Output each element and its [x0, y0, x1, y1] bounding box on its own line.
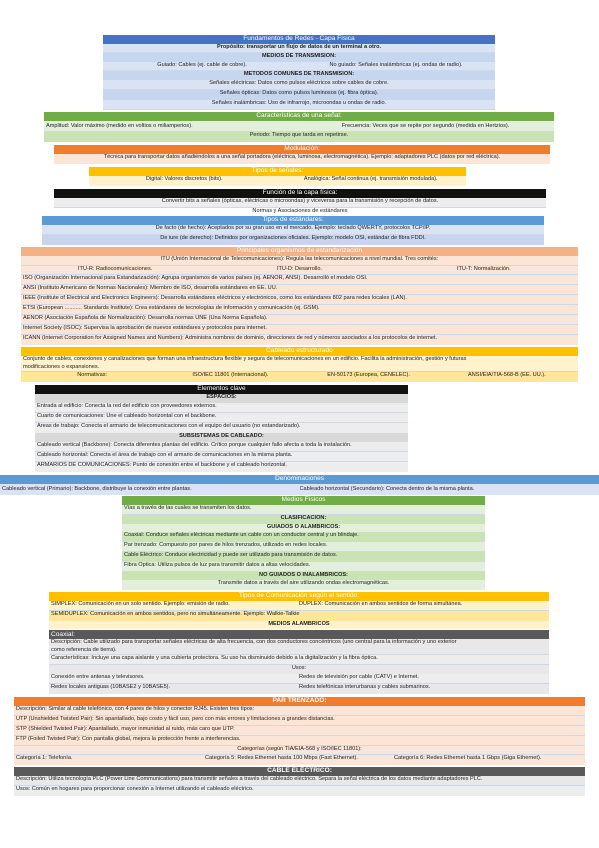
normativa-en: EN-50173 (Europea, CENELEC).: [327, 372, 410, 378]
simplex-text: SIMPLEX: Comunicación en un solo sentido. Ejemplo: emisión de radio.: [51, 601, 230, 607]
entrada-edificio-text: Entrada al edificio: Conecta la red del edificio con proveedores externos.: [35, 403, 408, 413]
ieee-text: IEEE (Institute of Electrical and Electronics Engineers): Desarrolla estándares eléctricos y electrónicos, como los estándares 802 para redes locales (LAN).: [21, 295, 578, 305]
denominacion-vertical: Cableado vertical (Primario): Backbone, distribuye la conexión entre plantas.: [2, 486, 192, 492]
frecuencia-text: Frecuencia: Veces que se repite por segundo (medida en Hertzios).: [341, 123, 510, 129]
coaxial-usos-row-2: [49, 684, 549, 694]
section-header-medios-fisicos: Medios Físicos: [122, 496, 485, 505]
coaxial-caracteristicas: Características: Incluye una capa aislante y una cubierta protectora. Su uso ha disminuido debido a la digitalización y la fibra óptica.: [49, 655, 549, 665]
categoria-1: Categoría 1: Telefonía.: [16, 755, 73, 761]
denominacion-horizontal: Cableado horizontal (Secundario): Conecta dentro de la misma planta.: [299, 486, 475, 492]
semiduplex-text: SEMIDÚPLEX: Comunicación en ambos sentidos, pero no simultáneamente. Ejemplo: Walkie-Talkie: [49, 611, 549, 621]
utp-text: UTP (Unshielded Twisted Pair): Sin apantallado, bajo costo y fácil uso, pero con más errores y limitaciones a grandes distancias.: [14, 716, 585, 726]
etsi-text: ETSI (European ........... Standards Institute): Crea estándares de tecnologías de información y comunicación (ej. GSM).: [21, 305, 578, 315]
modulacion-text: Técnica para transportar datos añadiéndolos a una señal portadora (eléctrica, luminosa, electromagnética). Ejemplo: adaptadores PLC (datos por red eléctrica).: [54, 154, 550, 164]
fibra-optica-item: Fibra Óptica: Utiliza pulsos de luz para transmitir datos a altas velocidades.: [122, 562, 485, 572]
cuarto-comunicaciones-text: Cuarto de comunicaciones: Une el cableado horizontal con el backbone.: [35, 413, 408, 423]
ftp-text: FTP (Foiled Twisted Pair): Con pantalla global, mejora la protección frente a interferencias.: [14, 736, 585, 746]
cable-electrico-item: Cable Eléctrico: Conduce electricidad y puede ser utilizado para transmisión de datos.: [122, 552, 485, 562]
metodo-opticas: Señales ópticas: Datos como pulsos luminosos (ej. fibra óptica).: [103, 90, 495, 100]
cableado-horizontal-text: Cableado horizontal: Conecta el área de trabajo con el armario de comunicaciones en la misma planta.: [35, 452, 408, 462]
digital-text: Digital: Valores discretos (bits).: [145, 176, 223, 182]
normas-subtitle: Normas y Asociaciones de estándares: [252, 208, 348, 214]
section-header-cable-electrico: CABLE ELÉCTRICO:: [14, 767, 585, 776]
section-header-modulacion: Modulación:: [54, 145, 550, 154]
section-header-par-trenzado: PAR TRENZADO:: [14, 697, 585, 706]
coaxial-desc-1: Descripción: Cable utilizado para transportar señales eléctricas de alta frecuencia, con dos conductores concéntricos (uno central para la información y uno exterior: [49, 639, 549, 647]
periodo-text: Periodo: Tiempo que tarda en repetirse.: [44, 132, 554, 142]
uso-catv: Redes de televisión por cable (CATV) e Internet.: [299, 674, 419, 680]
clasificacion-title: CLASIFICACIÓN:: [122, 515, 485, 524]
stp-text: STP (Shielded Twisted Pair): Apantallado, mayor inmunidad al ruido, más caro que UTP.: [14, 726, 585, 736]
section-header-coaxial: Coaxial:: [49, 630, 549, 639]
cableado-text-1: Conjunto de cables, conexiones y canalizaciones que forman una infraestructura flexible y segura de telecomunicaciones en un edificio. Facilita la administración, gestión y futuras: [21, 356, 578, 364]
cableado-vertical-text: Cableado vertical (Backbone): Conecta diferentes plantas del edificio. Crítico porque cualquier fallo afecta a toda la instalación.: [35, 442, 408, 452]
itu-r-text: ITU-R: Radiocomunicaciones.: [78, 266, 153, 272]
normativa-ansi: ANSI/EIA/TIA-568-B (EE. UU.).: [468, 372, 546, 378]
analogica-text: Analógica: Señal continua (ej. transmisión modulada).: [303, 176, 438, 182]
denominaciones-row: [0, 484, 599, 495]
iso-text: ISO (Organización Internacional para Estandarización): Agrupa organismos de varios países (ej. AENOR, ANSI). Desarrolló el modelo OSI.: [21, 275, 578, 285]
guiados-title: GUIADOS O ALÁMBRICOS:: [122, 524, 485, 532]
section-header-sentido: Tipos de Comunicación según el sentido:: [49, 592, 549, 601]
coaxial-usos-title: Usos:: [49, 665, 549, 674]
coaxial-item: Coaxial: Conduce señales eléctricas mediante un cable con un conductor central y un blindaje.: [122, 532, 485, 542]
section-header-funcion: Función de la capa física:: [54, 189, 546, 198]
normativas-label: Normativas:: [77, 372, 108, 378]
categoria-6: Categoría 6: Redes Ethernet hasta 1 Gbps (Giga Ethernet).: [394, 755, 542, 761]
uso-redes-locales: Redes locales antiguas (10BASE2 y 10BASE5).: [51, 684, 171, 690]
categorias-row: [14, 755, 585, 765]
metodo-inalambricas: Señales inalámbricas: Uso de infrarrojo, microondas u ondas de radio.: [103, 100, 495, 110]
section-header-cableado: Cableado estructurado: [21, 347, 578, 356]
medios-transmision-title: MEDIOS DE TRANSMISIÓN:: [103, 53, 495, 62]
no-guiados-text: Transmite datos a través del aire utilizando ondas electromagnéticas.: [122, 580, 485, 590]
normativa-iso: ISO/IEC 11801 (Internacional).: [192, 372, 269, 378]
metodos-title: MÉTODOS COMUNES DE TRANSMISIÓN:: [103, 71, 495, 80]
no-guiados-title: NO GUIADOS O INALÁMBRICOS:: [122, 572, 485, 580]
areas-trabajo-text: Áreas de trabajo: Conecta el armario de telecomunicaciones con el equipo del usuario (no estandarizado).: [35, 423, 408, 433]
itu-t-text: ITU-T: Normalización.: [456, 266, 511, 272]
metodo-electricas: Señales eléctricas: Datos como pulsos eléctricos sobre cables de cobre.: [103, 80, 495, 90]
section-header-tipos-senales: Tipos de señales:: [89, 167, 466, 176]
simplex-duplex-row: [49, 601, 549, 611]
section-header-elementos: Elementos clave: [35, 385, 408, 394]
par-trenzado-item: Par trenzado: Compuesto por pares de hilos trenzados, utilizado en redes locales.: [122, 542, 485, 552]
cable-electrico-desc: Descripción: Utiliza tecnología PLC (Power Line Communications) para transmitir señales a través del cableado eléctrico. Separa la señal eléctrica de los datos mediante adaptadores PLC.: [14, 776, 585, 786]
isoc-text: Internet Society (ISOC): Supervisa la aprobación de nuevos estándares y protocolos para internet.: [21, 325, 578, 335]
section-header-fundamentos: Fundamentos de Redes - Capa Física: [103, 35, 495, 44]
amplitud-text: Amplitud: Valor máximo (medido en voltios o miliamperios).: [46, 123, 193, 129]
uso-antenas: Conexión entre antenas y televisores.: [51, 674, 145, 680]
coaxial-usos-row-1: [49, 674, 549, 684]
tipos-senales-row: [89, 176, 466, 186]
duplex-text: DÚPLEX: Comunicación en ambos sentidos de forma simultánea.: [299, 601, 463, 607]
categoria-5: Categoría 5: Redes Ethernet hasta 100 Mbps (Fast Ethernet).: [205, 755, 358, 761]
coaxial-desc-2: como referencia de tierra).: [49, 647, 549, 655]
guiado-text: Guiado: Cables (ej. cable de cobre).: [157, 62, 247, 68]
medios-row: [103, 62, 495, 71]
categorias-title: Categorías (según TIA/EIA-568 y ISO/IEC 11801):: [14, 746, 585, 755]
itu-text: ITU (Unión Internacional de Telecomunicaciones): Regula las telecomunicaciones a nivel mundial. Tres comités:: [21, 256, 578, 266]
normativas-row: [21, 372, 578, 382]
icann-text: ICANN (Internet Corporation for Assigned Names and Numbers): Administra nombres de dominio, direcciones de red y números asociados a los protocolos de internet.: [21, 335, 578, 345]
espacios-title: ESPACIOS:: [35, 394, 408, 403]
section-header-denominaciones: Denominaciones: [0, 475, 599, 484]
armarios-text: ARMARIOS DE COMUNICACIONES: Punto de conexión entre el backbone y el cableado horizontal.: [35, 462, 408, 472]
cableado-text-2: modificaciones o expansiones.: [21, 364, 578, 372]
itu-d-text: ITU-D: Desarrollo.: [276, 266, 323, 272]
amplitud-frecuencia-row: [44, 121, 554, 132]
medios-alambricos-title: MEDIOS ALÁMBRICOS: [49, 621, 549, 629]
de-facto-text: De facto (de hecho): Aceptados por su gran uso en el mercado. Ejemplo: teclado QWERTY, protocolos TCP/IP.: [42, 225, 544, 235]
par-descripcion: Descripción: Similar al cable telefónico, con 4 pares de hilos y conector RJ45. Existen tres tipos:: [14, 706, 585, 716]
medios-vias-text: Vías a través de las cuales se transmiten los datos.: [122, 505, 485, 515]
section-header-caracteristicas: Características de una señal:: [44, 112, 554, 121]
subsistemas-title: SUBSISTEMAS DE CABLEADO:: [35, 433, 408, 442]
proposito-text: Propósito: transportar un flujo de datos de un terminal a otro.: [103, 44, 495, 53]
funcion-text: Convertir bits a señales (ópticas, eléctricas o microondas) y viceversa para la transmisión y recepción de datos.: [54, 198, 546, 208]
section-header-organismos: Principales organismos de estandarización: [21, 247, 578, 256]
aenor-text: AENOR (Asociación Española de Normalización): Desarrolla normas UNE (Una Norma Española).: [21, 315, 578, 325]
de-iure-text: De iure (de derecho): Definidos por organizaciones oficiales. Ejemplo: modelo OSI, estándar de fibra FDDI.: [42, 235, 544, 245]
cable-electrico-usos: Usos: Común en hogares para proporcionar conexión a Internet utilizando el cableado eléctrico.: [14, 786, 585, 796]
itu-comites-row: [21, 266, 578, 275]
section-header-tipos-estandares: Tipos de estándares:: [42, 216, 544, 225]
uso-telefonicas: Redes telefónicas interurbanas y cables submarinos.: [299, 684, 431, 690]
no-guiado-text: No guiado: Señales inalámbricas (ej. ondas de radio).: [329, 62, 463, 68]
ansi-text: ANSI (Instituto Americano de Normas Nacionales): Miembro de ISO, desarrolla estándares en EE. UU.: [21, 285, 578, 295]
